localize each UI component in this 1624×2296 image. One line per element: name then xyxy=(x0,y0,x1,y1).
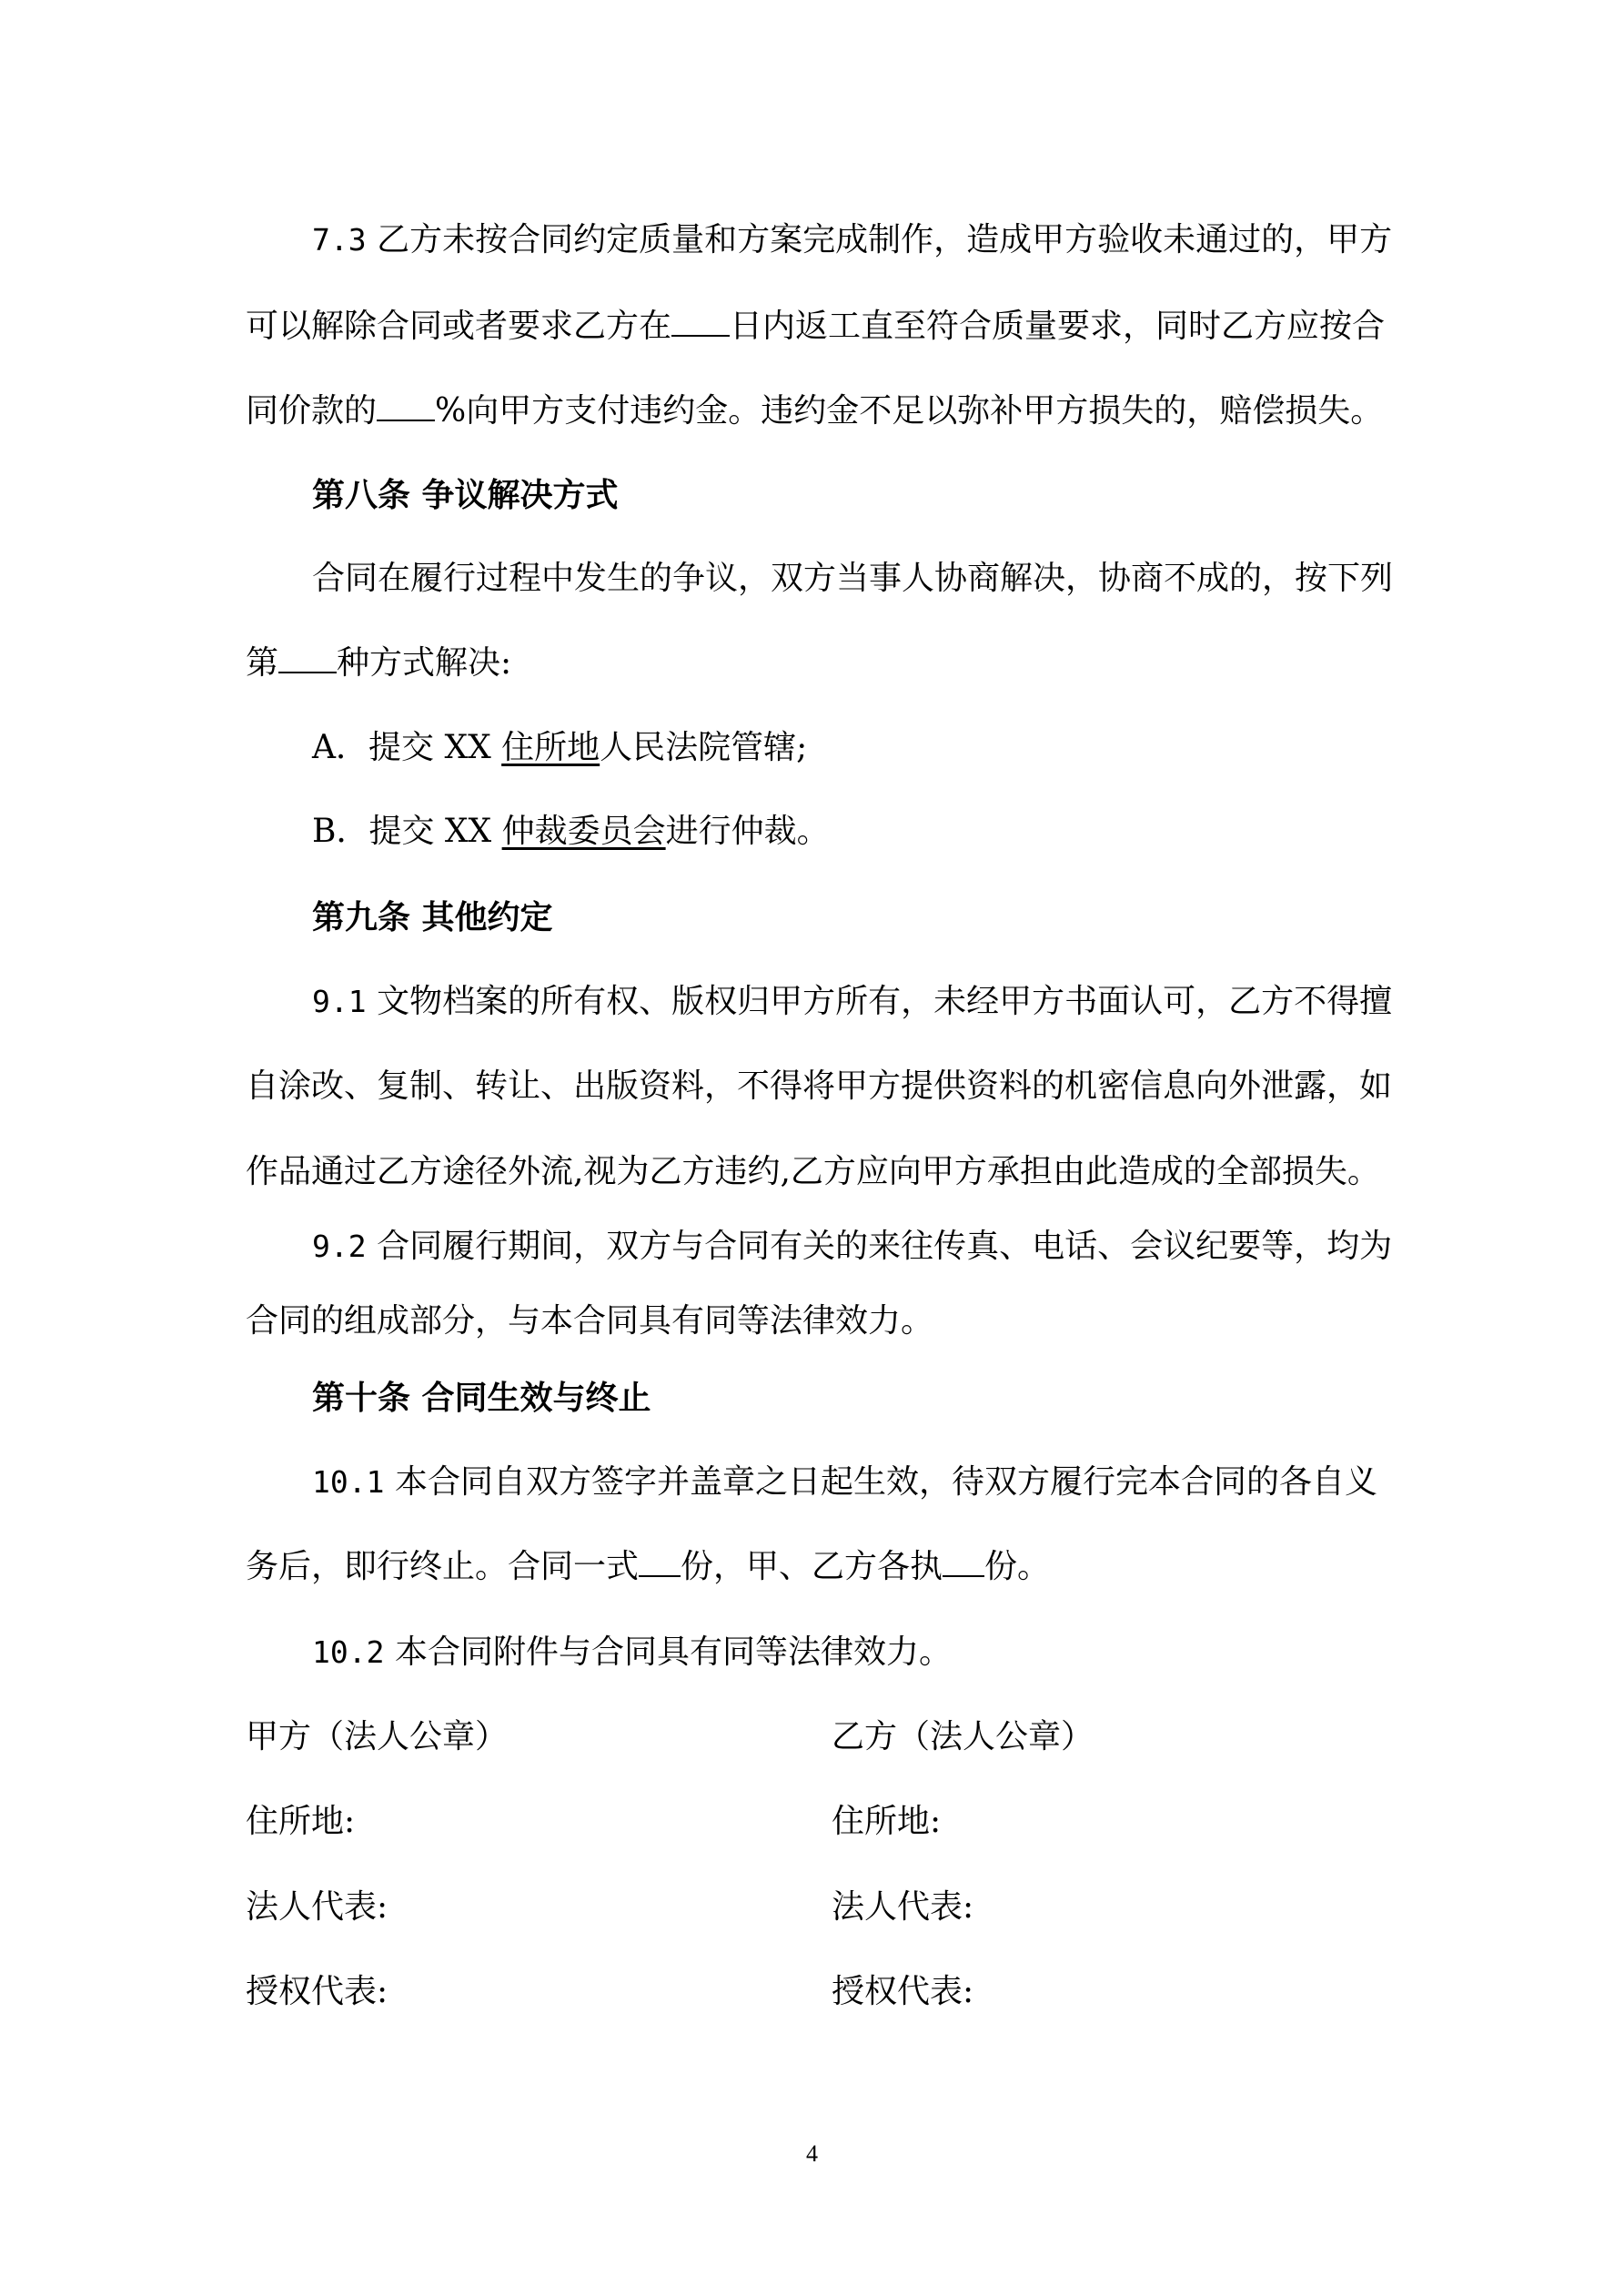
clause-7-3-line-1 xyxy=(312,218,1392,262)
article-9-heading: 第九条 其他约定 xyxy=(312,898,553,936)
party-a-authorized-rep-label: 授权代表: xyxy=(246,1973,388,2010)
clause-text: 合同履行期间，双方与合同有关的来往传真、电话、会议纪要等，均为 xyxy=(377,1228,1393,1265)
clause-10-2 xyxy=(312,1631,952,1674)
underlined-term: 住所地 xyxy=(501,729,600,766)
clause-text: 第 xyxy=(246,644,279,682)
clause-10-1-line-1 xyxy=(312,1461,1377,1504)
clause-10-1-line-2 xyxy=(246,1545,1050,1589)
party-b-address-label: 住所地: xyxy=(832,1803,942,1840)
clause-7-3-line-3 xyxy=(246,389,1383,433)
clause-number: 7.3 xyxy=(312,222,367,258)
option-a xyxy=(312,726,807,770)
article-8-para-line-1: 合同在履行过程中发生的争议，双方当事人协商解决，协商不成的，按下列 xyxy=(312,560,1394,597)
clause-text: 份。 xyxy=(984,1548,1051,1585)
fill-in-blank xyxy=(943,1548,984,1577)
clause-text: 本合同附件与合同具有同等法律效力。 xyxy=(394,1633,952,1671)
party-b-authorized-rep-label: 授权代表: xyxy=(832,1973,974,2010)
clause-number: 9.1 xyxy=(312,984,367,1019)
clause-text: 本合同自双方签字并盖章之日起生效，待双方履行完本合同的各自义 xyxy=(394,1463,1377,1501)
option-suffix: 进行仲裁。 xyxy=(665,813,830,850)
page-number: 4 xyxy=(806,2140,818,2167)
fill-in-blank xyxy=(671,308,730,337)
clause-text: 份，甲、乙方各执 xyxy=(681,1548,943,1585)
underlined-term: 仲裁委员会 xyxy=(501,813,666,850)
article-10-heading: 第十条 合同生效与终止 xyxy=(312,1379,651,1417)
clause-number: 10.1 xyxy=(312,1464,385,1500)
party-a-title: 甲方（法人公章） xyxy=(246,1718,509,1755)
article-8-para-line-2 xyxy=(246,642,511,685)
party-b-title: 乙方（法人公章） xyxy=(832,1718,1094,1755)
option-prefix: B．提交 XX xyxy=(312,813,502,850)
clause-text: %向甲方支付违约金。违约金不足以弥补甲方损失的，赔偿损失。 xyxy=(435,392,1384,430)
clause-text: 务后，即行终止。合同一式 xyxy=(246,1548,640,1585)
clause-text: 可以解除合同或者要求乙方在 xyxy=(246,308,672,345)
clause-text: 日内返工直至符合质量要求，同时乙方应按合 xyxy=(730,308,1386,345)
clause-9-1-line-1 xyxy=(312,980,1392,1024)
fill-in-blank xyxy=(639,1548,681,1577)
clause-text: 同价款的 xyxy=(246,392,378,430)
clause-number: 9.2 xyxy=(312,1229,367,1264)
clause-9-1-line-2: 自涂改、复制、转让、出版资料，不得将甲方提供资料的机密信息向外泄露，如 xyxy=(246,1067,1393,1105)
clause-7-3-line-2 xyxy=(246,305,1385,349)
clause-number: 10.2 xyxy=(312,1634,385,1670)
fill-in-blank xyxy=(278,644,337,673)
clause-text: 乙方未按合同约定质量和方案完成制作，造成甲方验收未通过的，甲方 xyxy=(377,221,1393,258)
clause-9-2-line-1 xyxy=(312,1225,1392,1269)
clause-text: 种方式解决: xyxy=(337,644,512,682)
option-b xyxy=(312,810,830,854)
clause-9-1-line-3: 作品通过乙方途径外流,视为乙方违约,乙方应向甲方承担由此造成的全部损失。 xyxy=(246,1153,1380,1190)
party-a-legal-rep-label: 法人代表: xyxy=(246,1888,388,1926)
party-a-address-label: 住所地: xyxy=(246,1803,356,1840)
option-prefix: A．提交 XX xyxy=(312,729,502,766)
article-8-heading: 第八条 争议解决方式 xyxy=(312,476,619,514)
party-b-legal-rep-label: 法人代表: xyxy=(832,1888,974,1926)
clause-9-2-line-2: 合同的组成部分，与本合同具有同等法律效力。 xyxy=(246,1302,934,1340)
clause-text: 文物档案的所有权、版权归甲方所有，未经甲方书面认可，乙方不得擅 xyxy=(377,983,1393,1020)
fill-in-blank xyxy=(377,392,435,421)
option-suffix: 人民法院管辖; xyxy=(600,729,808,766)
